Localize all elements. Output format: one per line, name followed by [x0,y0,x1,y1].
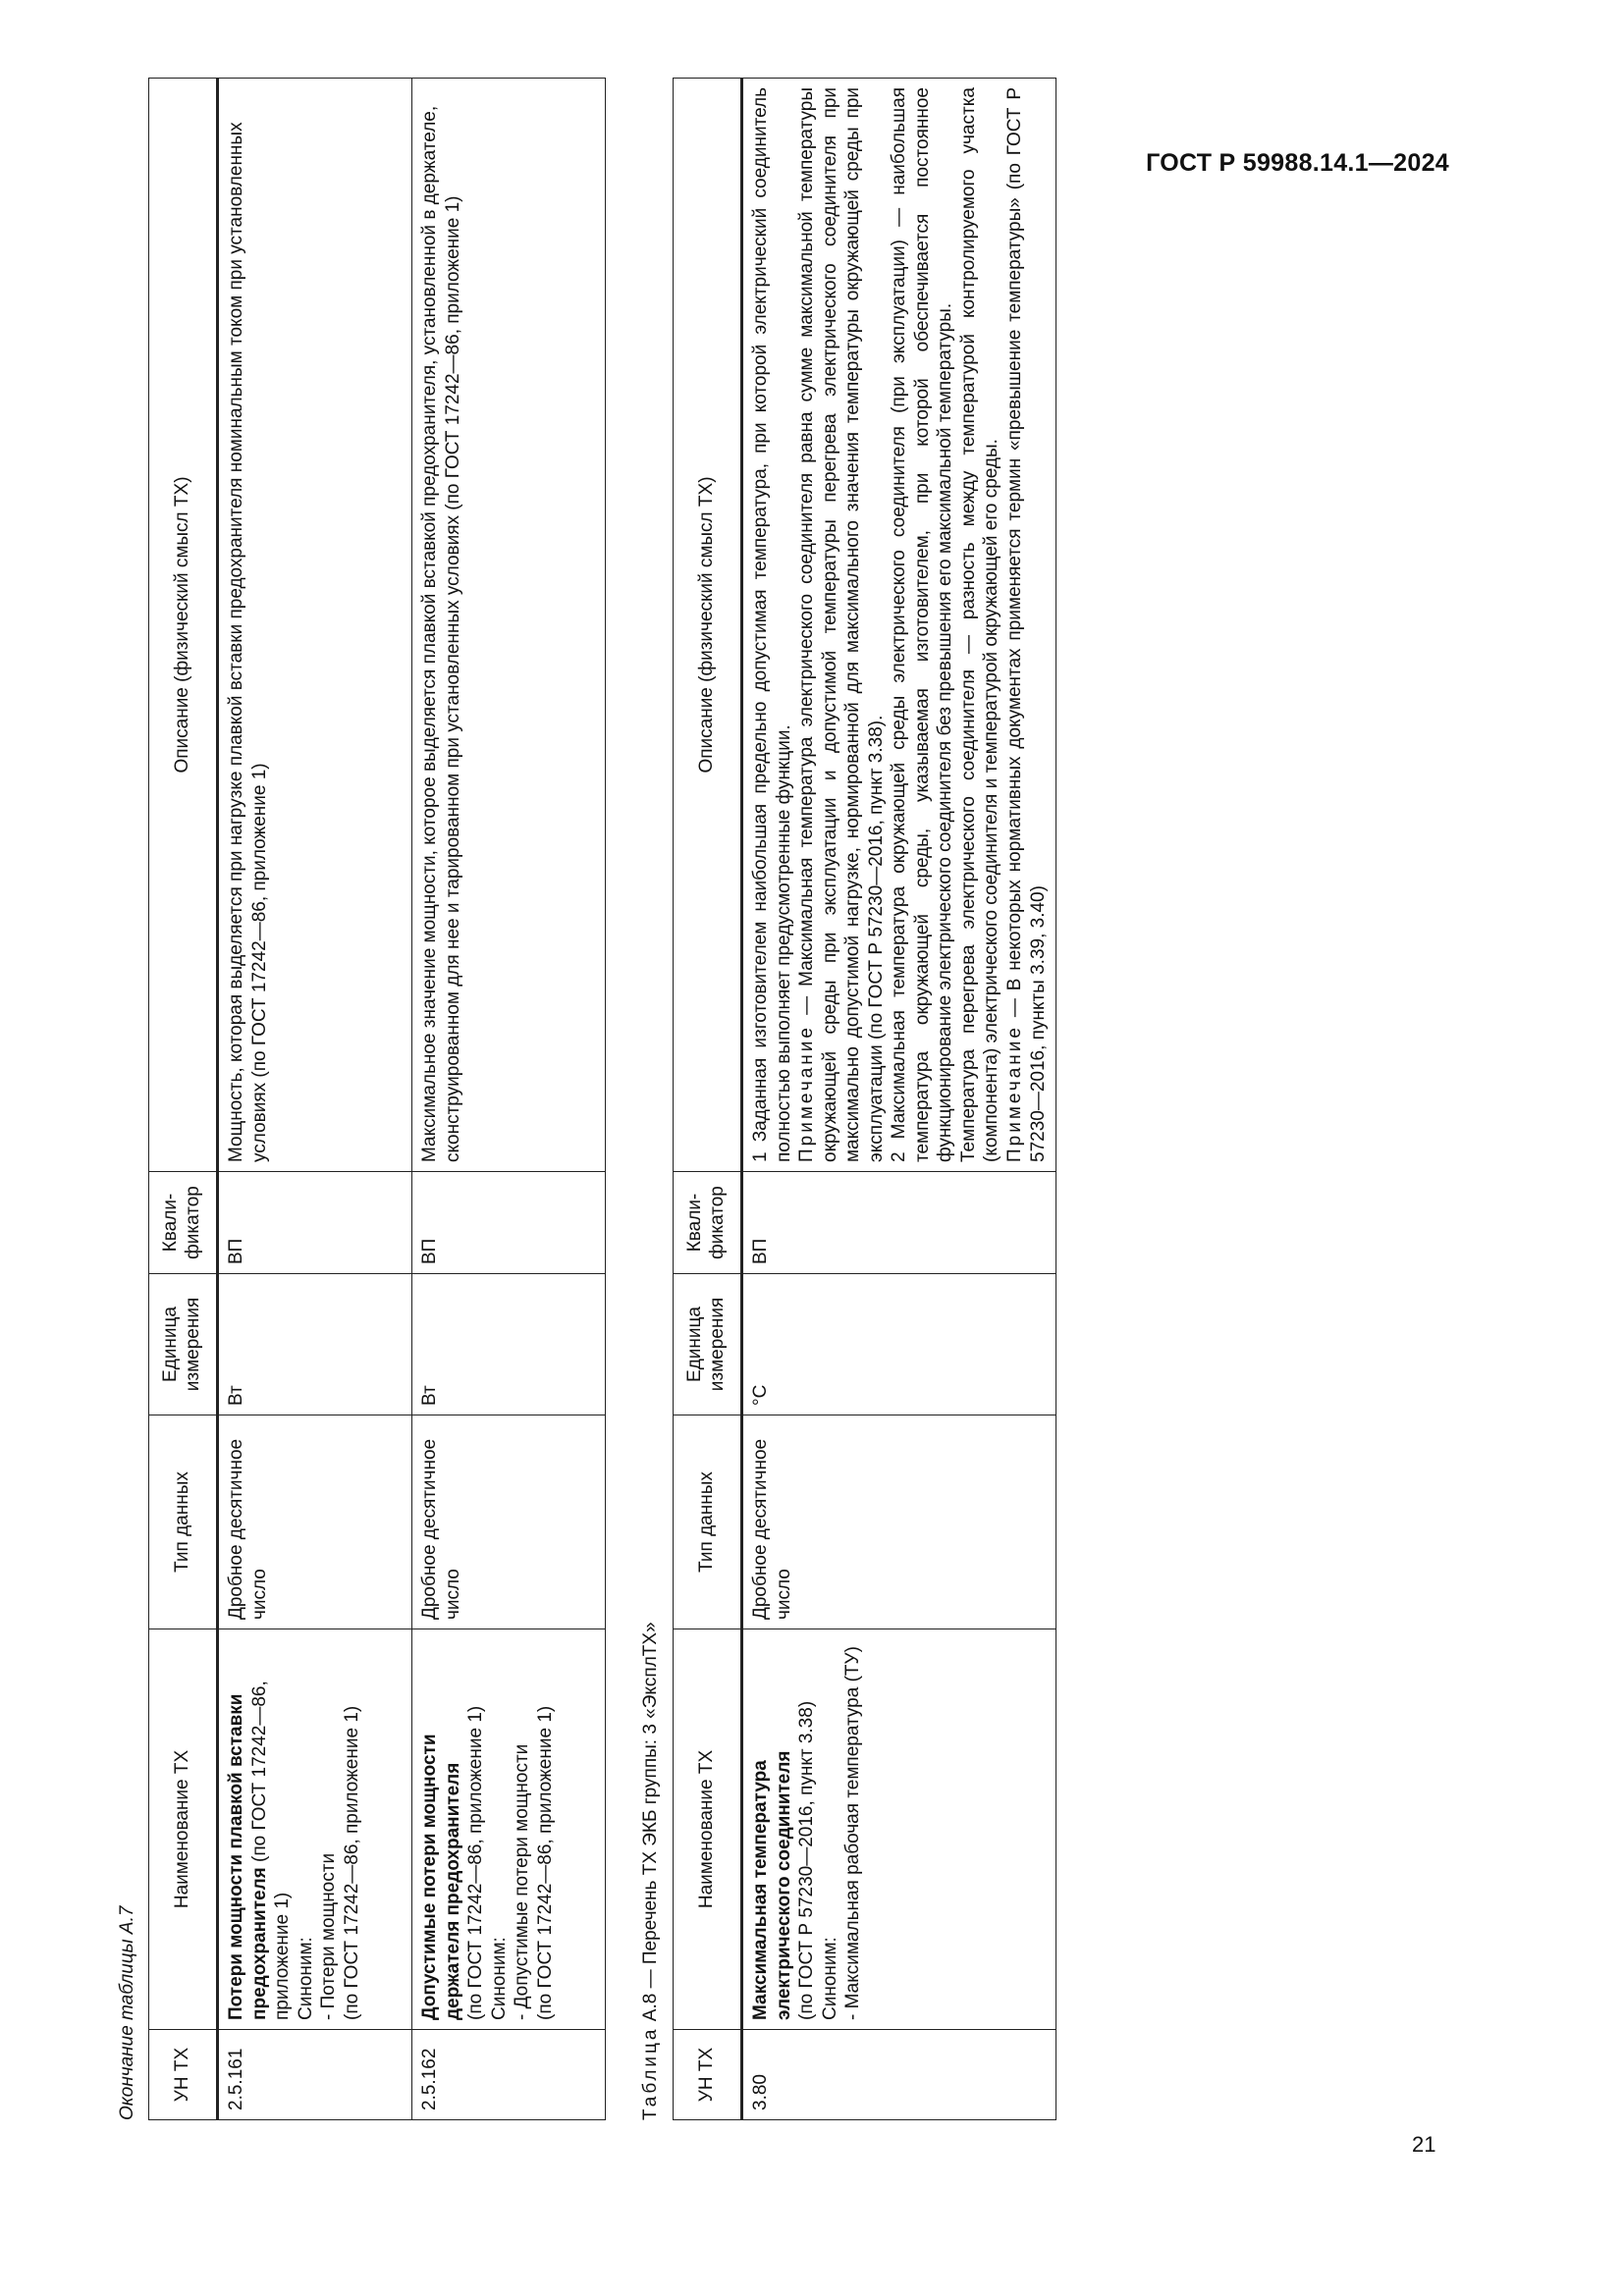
note-1 [795,87,888,1162]
synonym-label: Синоним: [295,1937,316,2020]
table-row [412,79,606,2120]
rotated-landscape-content [113,79,1429,2120]
column-header-type: Тип данных [674,1415,742,1629]
page-number: 21 [1412,2132,1436,2157]
characteristic-name: Допустимые потери мощности держателя предохранителя [419,1734,463,2020]
cell-id: 2.5.162 [412,2030,606,2120]
cell-description [742,79,1056,1172]
characteristic-source: (по ГОСТ 17242—86, приложение 1) [248,1681,294,2020]
table-a8-caption [640,1622,662,2120]
table-a8-caption-label: Таблица [640,2026,661,2120]
synonym-label: Синоним: [488,1937,510,2020]
table-a8-header-row [674,79,742,2120]
table-a8-caption-text: А.8 — Перечень ТХ ЭКБ группы: 3 «ЭксплТХ» [640,1622,661,2027]
column-header-id: УН ТХ [149,2030,218,2120]
synonym-text: - Максимальная рабочая температура (ТУ) [842,1646,864,2020]
cell-name [742,1629,1056,2030]
cell-unit: Вт [218,1274,412,1415]
cell-name [412,1629,606,2030]
cell-qualifier: ВП [412,1172,606,1274]
note-text: — В некоторых нормативных документах применяется термин «превышение температуры» (по ГОСТ Р 57230—2016, пункты 3.39, 3.40) [1004,87,1049,1162]
characteristic-source: (по ГОСТ Р 57230—2016, пункт 3.38) [796,1700,818,2020]
table-a7 [148,78,606,2120]
cell-id: 3.80 [742,2030,1056,2120]
column-header-id: УН ТХ [674,2030,742,2120]
table-row [218,79,412,2120]
column-header-name: Наименование ТХ [674,1629,742,2030]
characteristic-name: Потери мощности плавкой вставки предохранителя [226,1693,270,2020]
cell-id: 2.5.161 [218,2030,412,2120]
table-row [742,79,1056,2120]
column-header-qualifier: Квали-фикатор [674,1172,742,1274]
table-a7-caption: Окончание таблицы А.7 [117,1905,137,2120]
note-text: — Максимальная температура электрического соединителя равна сумме максимальной температуры окружающей среды при эксплуатации и допустимой температуры перегрева электрического соединителя при максимально допустимой нагрузке, нормированной для максимального значения температуры окружающей среды при эксплуатации (по ГОСТ Р 57230—2016, пункт 3.38). [796,87,887,1162]
cell-unit: Вт [412,1274,606,1415]
description-item-1: 1 Заданная изготовителем наибольшая предельно допустимая температура, при которой электрический соединитель полностью выполняет предусмотренные функции. [750,87,794,1162]
table-a7-header-row [149,79,218,2120]
column-header-description: Описание (физический смысл ТХ) [674,79,742,1172]
description-item-3: Температура перегрева электрического соединителя — разность между температурой контролируемого участка (компонента) электрического соединителя и температурой окружающей его среды. [957,87,1002,1162]
description-item-2: 2 Максимальная температура окружающей среды электрического соединителя (при эксплуатации) — наибольшая температура окружающей среды, указываемая изготовителем, при которой обеспечивается постоянное функционирование электрического соединителя без превышения его максимальной температуры. [889,87,956,1162]
synonym-text: - Потери мощности [318,1852,340,2020]
synonym-source: (по ГОСТ 17242—86, приложение 1) [534,1705,556,2020]
note-label: Примечание [796,1025,818,1162]
cell-qualifier: ВП [742,1172,1056,1274]
cell-description: Максимальное значение мощности, которое выделяется плавкой вставкой предохранителя, установленной в держателе, сконструированном для нее и тарированном при установленных условиях (по ГОСТ 17242—86, приложение 1) [412,79,606,1172]
note-label: Примечание [1004,1025,1026,1162]
characteristic-source: (по ГОСТ 17242—86, приложение 1) [465,1705,487,2020]
cell-type: Дробное десятичное число [742,1415,1056,1629]
synonym-label: Синоним: [819,1937,840,2020]
cell-description: Мощность, которая выделяется при нагрузке плавкой вставки предохранителя номинальным током при установленных условиях (по ГОСТ 17242—86, приложение 1) [218,79,412,1172]
cell-qualifier: ВП [218,1172,412,1274]
note-2 [1003,87,1050,1162]
column-header-name: Наименование ТХ [149,1629,218,2030]
table-a8 [673,78,1056,2120]
column-header-unit: Единица измерения [674,1274,742,1415]
column-header-description: Описание (физический смысл ТХ) [149,79,218,1172]
synonym-source: (по ГОСТ 17242—86, приложение 1) [341,1705,362,2020]
column-header-qualifier: Квали-фикатор [149,1172,218,1274]
cell-name [218,1629,412,2030]
column-header-unit: Единица измерения [149,1274,218,1415]
characteristic-name: Максимальная температура электрического соединителя [750,1750,794,2020]
synonym-text: - Допустимые потери мощности [512,1743,533,2020]
document-code: ГОСТ Р 59988.14.1—2024 [1146,149,1449,177]
cell-type: Дробное десятичное число [412,1415,606,1629]
cell-unit: °С [742,1274,1056,1415]
cell-type: Дробное десятичное число [218,1415,412,1629]
column-header-type: Тип данных [149,1415,218,1629]
